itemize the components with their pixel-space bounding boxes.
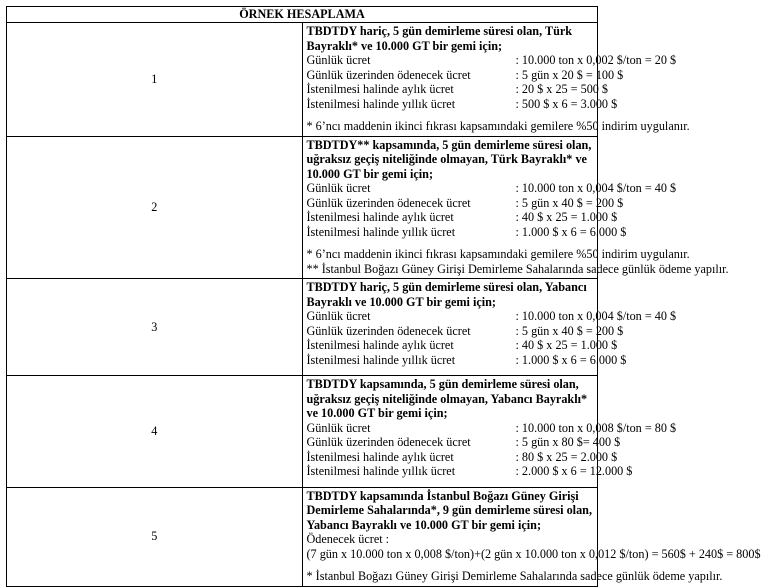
calc-value: : 10.000 ton x 0,004 $/ton = 40 $ (515, 309, 677, 323)
calc-line (306, 82, 609, 97)
calc-label: Günlük ücret (306, 309, 371, 323)
calc-value: : 5 gün x 80 $= 400 $ (515, 435, 621, 449)
calc-line (306, 96, 618, 112)
example-heading: TBDTDY kapsamında İstanbul Boğazı Güney Girişi Demirleme Sahalarında*, 9 gün demirleme süresi olan, Yabancı Bayraklı ve 10.000 GT bir gemi için; (306, 488, 592, 532)
example-heading: TBDTDY hariç, 5 gün demirleme süresi olan, Türk Bayraklı* ve 10.000 GT bir gemi için; (306, 24, 573, 53)
example-row (7, 279, 598, 376)
calc-label: İstenilmesi halinde aylık ücret (306, 449, 454, 464)
example-cell (302, 487, 761, 586)
calc-line (306, 181, 677, 196)
calc-label: İstenilmesi halinde yıllık ücret (306, 224, 456, 239)
payable-label: Ödenecek ücret : (306, 532, 390, 546)
calc-label: Günlük üzerinden ödenecek ücret (306, 323, 471, 338)
calc-line (306, 420, 677, 436)
calc-label: Günlük üzerinden ödenecek ücret (306, 435, 471, 449)
example-row (7, 376, 598, 488)
calc-value: : 40 $ x 25 = 1.000 $ (515, 338, 618, 352)
calc-label: İstenilmesi halinde aylık ücret (306, 82, 454, 96)
calc-label: Günlük üzerinden ödenecek ücret (306, 67, 471, 82)
calc-label: Günlük ücret (306, 53, 371, 67)
calc-value: : 80 $ x 25 = 2.000 $ (515, 449, 618, 464)
calc-line (306, 338, 618, 353)
example-cell (302, 23, 690, 137)
example-heading: TBDTDY kapsamında, 5 gün demirleme süresi olan, uğraksız geçiş niteliğinde olmayan, Yabancı Bayraklı* ve 10.000 GT bir gemi için; (306, 377, 588, 420)
calc-label: İstenilmesi halinde aylık ücret (306, 210, 454, 224)
calc-value: : 5 gün x 40 $ = 200 $ (515, 195, 624, 210)
calc-line (306, 224, 627, 240)
calc-value: : 10.000 ton x 0,004 $/ton = 40 $ (515, 181, 677, 195)
calc-label: İstenilmesi halinde yıllık ücret (306, 96, 456, 111)
calc-line (306, 352, 627, 368)
calc-value: : 10.000 ton x 0,002 $/ton = 20 $ (515, 53, 677, 67)
calc-line (306, 195, 624, 211)
example-row (7, 487, 598, 586)
footnote: * İstanbul Boğazı Güney Girişi Demirleme Sahalarında sadece günlük ödeme yapılır. (306, 569, 723, 583)
calc-label: İstenilmesi halinde yıllık ücret (306, 352, 456, 367)
footnote: ** İstanbul Boğazı Güney Girişi Demirleme Sahalarında sadece günlük ödeme yapılır. (306, 261, 729, 276)
row-number: 1 (7, 23, 303, 137)
calc-line (306, 210, 618, 225)
calc-value: : 1.000 $ x 6 = 6.000 $ (515, 352, 627, 367)
calc-label: İstenilmesi halinde yıllık ücret (306, 464, 456, 478)
calc-value: : 10.000 ton x 0,008 $/ton = 80 $ (515, 420, 677, 435)
row-number: 4 (7, 376, 303, 488)
footnote: * 6’ncı maddenin ikinci fıkrası kapsamındaki gemilere %50 indirim uygulanır. (306, 247, 690, 261)
example-heading: TBDTDY hariç, 5 gün demirleme süresi olan, Yabancı Bayraklı ve 10.000 GT bir gemi için; (306, 280, 587, 309)
row-number: 2 (7, 136, 303, 279)
example-row (7, 23, 598, 137)
calc-value: : 5 gün x 40 $ = 200 $ (515, 323, 624, 338)
calc-label: Günlük ücret (306, 420, 371, 435)
calc-line (306, 435, 621, 450)
calc-line (306, 449, 618, 465)
table-header-row (7, 7, 598, 23)
calc-value: : 40 $ x 25 = 1.000 $ (515, 210, 618, 224)
calc-formula: (7 gün x 10.000 ton x 0,008 $/ton)+(2 gün x 10.000 ton x 0,012 $/ton) = 560$ + 240$ = 800$ (306, 546, 761, 561)
calc-value: : 2.000 $ x 6 = 12.000 $ (515, 464, 633, 478)
calc-line (306, 67, 624, 83)
example-heading: TBDTDY** kapsamında, 5 gün demirleme süresi olan, uğraksız geçiş niteliğinde olmayan, Türk Bayraklı* ve 10.000 GT bir gemi için; (306, 137, 592, 181)
calc-line (306, 323, 624, 339)
footnote: * 6’ncı maddenin ikinci fıkrası kapsamındaki gemilere %50 indirim uygulanır. (306, 119, 690, 133)
row-number: 3 (7, 279, 303, 376)
row-number: 5 (7, 487, 303, 586)
calc-label: İstenilmesi halinde aylık ücret (306, 338, 454, 352)
calc-line (306, 53, 677, 68)
calc-value: : 1.000 $ x 6 = 6.000 $ (515, 224, 627, 239)
example-row (7, 136, 598, 279)
calc-value: : 20 $ x 25 = 500 $ (515, 82, 609, 96)
calc-line (306, 309, 677, 324)
example-cell (302, 376, 677, 488)
example-cell (302, 136, 729, 279)
calculation-table (6, 6, 761, 587)
table-title: ÖRNEK HESAPLAMA (7, 7, 598, 23)
calc-label: Günlük ücret (306, 181, 371, 195)
example-cell (302, 279, 677, 376)
calc-label: Günlük üzerinden ödenecek ücret (306, 195, 471, 210)
calc-line (306, 464, 633, 479)
calc-value: : 5 gün x 20 $ = 100 $ (515, 67, 624, 82)
calc-value: : 500 $ x 6 = 3.000 $ (515, 96, 618, 111)
